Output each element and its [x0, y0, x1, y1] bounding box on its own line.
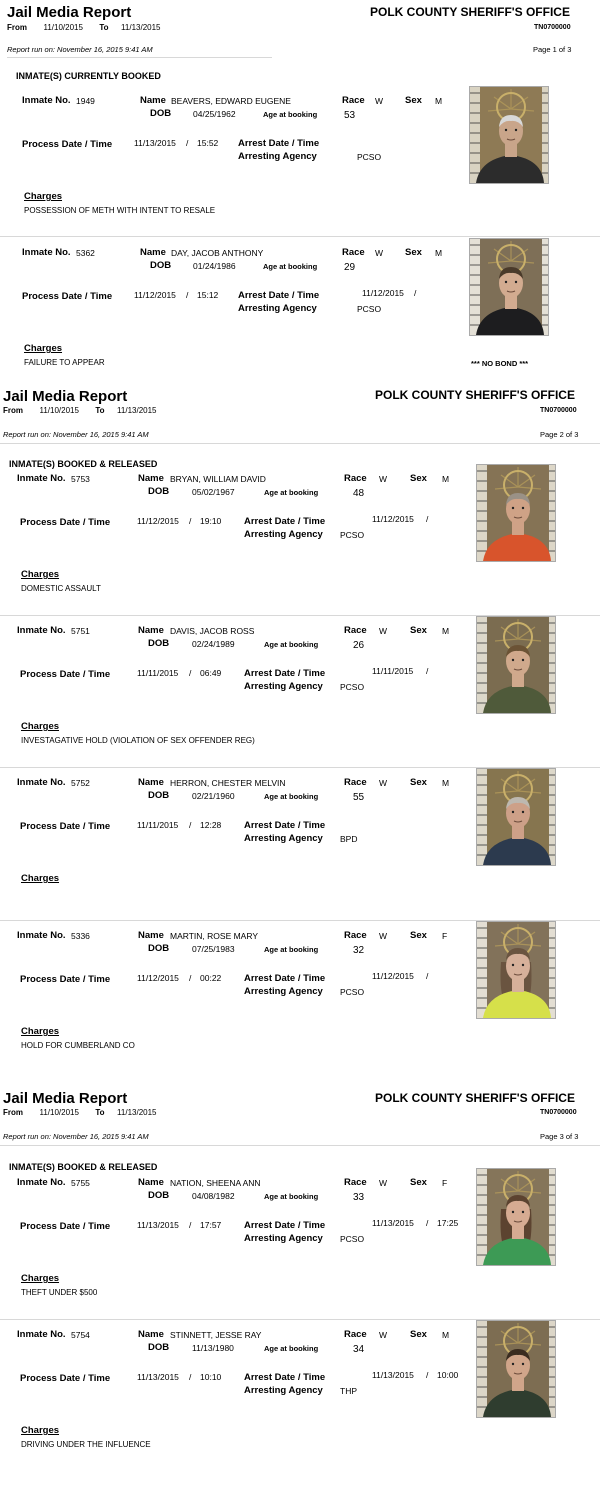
- inmate-record: [0, 473, 600, 603]
- process-date: 11/12/2015: [134, 290, 176, 300]
- arrest-label: Arrest Date / Time: [244, 516, 326, 527]
- charges-heading: Charges: [21, 1026, 60, 1037]
- to-date: 11/13/2015: [117, 406, 157, 415]
- arrest-date: 11/13/2015: [372, 1218, 414, 1228]
- inmate-record: [0, 1177, 600, 1307]
- age-value: 29: [344, 262, 356, 273]
- arrest-label: Arrest Date / Time: [244, 668, 326, 679]
- process-time: 10:10: [200, 1372, 222, 1382]
- header-divider: [0, 1145, 600, 1146]
- arrest-date: 11/12/2015: [372, 514, 414, 524]
- process-label: Process Date / Time: [20, 974, 111, 985]
- agency-label: Arresting Agency: [244, 1233, 323, 1244]
- age-label: Age at booking: [264, 945, 319, 954]
- agency-label: Arresting Agency: [244, 1385, 323, 1396]
- arrest-slash: /: [426, 1218, 429, 1228]
- inmate-name: DAY, JACOB ANTHONY: [171, 248, 264, 258]
- race-value: W: [379, 1178, 388, 1188]
- race-label: Race: [344, 1177, 367, 1188]
- dob-label: DOB: [148, 1190, 170, 1201]
- process-date: 11/12/2015: [137, 973, 179, 983]
- charge-text: POSSESSION OF METH WITH INTENT TO RESALE: [24, 206, 216, 215]
- arrest-date: 11/12/2015: [362, 288, 404, 298]
- race-value: W: [379, 474, 388, 484]
- arrest-label: Arrest Date / Time: [238, 290, 320, 301]
- process-time: 00:22: [200, 973, 222, 983]
- report-run-on: Report run on: November 16, 2015 9:41 AM: [7, 45, 153, 54]
- charge-text: HOLD FOR CUMBERLAND CO: [21, 1041, 135, 1050]
- race-value: W: [375, 96, 384, 106]
- age-value: 26: [353, 640, 365, 651]
- sex-value: F: [442, 1178, 448, 1188]
- inmate-record: [0, 777, 600, 907]
- dob-value: 05/02/1967: [192, 487, 235, 497]
- booking-photo: [469, 86, 549, 184]
- inmate-record: [0, 1329, 600, 1459]
- dob-label: DOB: [148, 638, 170, 649]
- agency-value: PCSO: [340, 987, 365, 997]
- age-value: 53: [344, 110, 356, 121]
- section-heading: INMATE(S) BOOKED & RELEASED: [9, 459, 158, 469]
- dob-value: 04/25/1962: [193, 109, 236, 119]
- age-value: 34: [353, 1344, 365, 1355]
- process-slash: /: [189, 820, 192, 830]
- office-name: POLK COUNTY SHERIFF'S OFFICE: [375, 388, 575, 402]
- race-label: Race: [344, 777, 367, 788]
- inmate-number-label: Inmate No.: [17, 473, 66, 484]
- inmate-name: DAVIS, JACOB ROSS: [170, 626, 255, 636]
- booking-photo: [476, 616, 556, 714]
- date-range: [3, 1108, 157, 1117]
- name-label: Name: [138, 473, 164, 484]
- arrest-slash: /: [414, 288, 417, 298]
- sex-label: Sex: [410, 930, 427, 941]
- process-time: 19:10: [200, 516, 222, 526]
- charge-text: FAILURE TO APPEAR: [24, 358, 105, 367]
- record-divider: [0, 236, 600, 237]
- process-label: Process Date / Time: [20, 1221, 111, 1232]
- process-label: Process Date / Time: [20, 669, 111, 680]
- race-value: W: [379, 931, 388, 941]
- process-slash: /: [186, 138, 189, 148]
- arrest-label: Arrest Date / Time: [244, 820, 326, 831]
- name-label: Name: [138, 625, 164, 636]
- inmate-number: 5362: [76, 248, 95, 258]
- process-date: 11/13/2015: [137, 1220, 179, 1230]
- charge-text: THEFT UNDER $500: [21, 1288, 98, 1297]
- dob-label: DOB: [148, 1342, 170, 1353]
- section-heading: INMATE(S) BOOKED & RELEASED: [9, 1162, 158, 1172]
- process-slash: /: [189, 516, 192, 526]
- race-label: Race: [342, 95, 365, 106]
- report-run-on: Report run on: November 16, 2015 9:41 AM: [3, 430, 149, 439]
- charges-heading: Charges: [21, 1273, 60, 1284]
- agency-label: Arresting Agency: [238, 151, 317, 162]
- page-number: Page 2 of 3: [540, 430, 579, 439]
- age-value: 32: [353, 945, 365, 956]
- charge-text: DRIVING UNDER THE INFLUENCE: [21, 1440, 151, 1449]
- race-label: Race: [344, 625, 367, 636]
- sex-label: Sex: [410, 777, 427, 788]
- name-label: Name: [138, 1329, 164, 1340]
- booking-photo: [476, 1320, 556, 1418]
- race-label: Race: [344, 473, 367, 484]
- dob-value: 01/24/1986: [193, 261, 236, 271]
- charge-text: INVESTAGATIVE HOLD (VIOLATION OF SEX OFFENDER REG): [21, 736, 255, 745]
- race-label: Race: [344, 930, 367, 941]
- agency-value: THP: [340, 1386, 357, 1396]
- arrest-slash: /: [426, 514, 429, 524]
- age-value: 48: [353, 488, 365, 499]
- date-range: [7, 23, 161, 32]
- age-label: Age at booking: [264, 1344, 319, 1353]
- from-label: From: [3, 406, 23, 415]
- from-label: From: [3, 1108, 23, 1117]
- age-label: Age at booking: [264, 640, 319, 649]
- dob-label: DOB: [148, 790, 170, 801]
- process-date: 11/13/2015: [137, 1372, 179, 1382]
- agency-value: PCSO: [340, 682, 365, 692]
- bond-note: *** NO BOND ***: [471, 359, 529, 368]
- arrest-slash: /: [426, 666, 429, 676]
- arrest-date: 11/11/2015: [372, 666, 414, 676]
- process-label: Process Date / Time: [22, 291, 113, 302]
- page-number: Page 3 of 3: [540, 1132, 579, 1141]
- inmate-name: BEAVERS, EDWARD EUGENE: [171, 96, 291, 106]
- report-title: Jail Media Report: [3, 388, 128, 405]
- age-value: 33: [353, 1192, 365, 1203]
- sex-label: Sex: [410, 625, 427, 636]
- office-name: POLK COUNTY SHERIFF'S OFFICE: [370, 5, 570, 19]
- sex-value: M: [442, 778, 450, 788]
- dob-label: DOB: [150, 108, 172, 119]
- dob-value: 07/25/1983: [192, 944, 235, 954]
- process-date: 11/11/2015: [137, 668, 179, 678]
- arrest-time: 17:25: [437, 1218, 459, 1228]
- name-label: Name: [138, 777, 164, 788]
- arrest-time: 10:00: [437, 1370, 459, 1380]
- arrest-label: Arrest Date / Time: [238, 138, 320, 149]
- age-label: Age at booking: [264, 792, 319, 801]
- sex-label: Sex: [410, 1177, 427, 1188]
- process-time: 17:57: [200, 1220, 222, 1230]
- sex-value: M: [435, 248, 443, 258]
- office-name: POLK COUNTY SHERIFF'S OFFICE: [375, 1091, 575, 1105]
- process-date: 11/13/2015: [134, 138, 176, 148]
- agency-value: BPD: [340, 834, 358, 844]
- process-slash: /: [189, 668, 192, 678]
- dob-value: 11/13/1980: [192, 1343, 234, 1353]
- to-label: To: [95, 406, 105, 415]
- agency-code: TN0700000: [540, 407, 577, 414]
- charges-heading: Charges: [24, 191, 63, 202]
- process-time: 12:28: [200, 820, 222, 830]
- inmate-number-label: Inmate No.: [22, 95, 71, 106]
- sex-label: Sex: [410, 473, 427, 484]
- inmate-number: 1949: [76, 96, 95, 106]
- arrest-date: 11/13/2015: [372, 1370, 414, 1380]
- inmate-number: 5753: [71, 474, 90, 484]
- age-label: Age at booking: [264, 488, 319, 497]
- process-label: Process Date / Time: [20, 821, 111, 832]
- booking-photo: [476, 1168, 556, 1266]
- name-label: Name: [140, 247, 166, 258]
- booking-photo: [476, 768, 556, 866]
- arrest-label: Arrest Date / Time: [244, 973, 326, 984]
- inmate-record: [0, 930, 600, 1060]
- race-value: W: [379, 626, 388, 636]
- age-label: Age at booking: [263, 262, 318, 271]
- report-page-3: [0, 1088, 600, 1178]
- agency-code: TN0700000: [534, 24, 571, 31]
- sex-value: M: [442, 1330, 450, 1340]
- arrest-label: Arrest Date / Time: [244, 1372, 326, 1383]
- from-date: 11/10/2015: [39, 1108, 79, 1117]
- name-label: Name: [138, 930, 164, 941]
- process-slash: /: [186, 290, 189, 300]
- dob-label: DOB: [148, 943, 170, 954]
- name-label: Name: [140, 95, 166, 106]
- inmate-number: 5754: [71, 1330, 90, 1340]
- arrest-date: 11/12/2015: [372, 971, 414, 981]
- sex-value: M: [442, 474, 450, 484]
- agency-label: Arresting Agency: [244, 529, 323, 540]
- age-label: Age at booking: [264, 1192, 319, 1201]
- arrest-slash: /: [426, 1370, 429, 1380]
- process-time: 06:49: [200, 668, 222, 678]
- to-date: 11/13/2015: [121, 23, 161, 32]
- race-label: Race: [344, 1329, 367, 1340]
- page-number: Page 1 of 3: [533, 45, 572, 54]
- charges-heading: Charges: [21, 721, 60, 732]
- inmate-name: MARTIN, ROSE MARY: [170, 931, 259, 941]
- to-date: 11/13/2015: [117, 1108, 157, 1117]
- inmate-number-label: Inmate No.: [17, 625, 66, 636]
- charge-text: DOMESTIC ASSAULT: [21, 584, 101, 593]
- inmate-number-label: Inmate No.: [22, 247, 71, 258]
- agency-code: TN0700000: [540, 1109, 577, 1116]
- name-label: Name: [138, 1177, 164, 1188]
- dob-label: DOB: [150, 260, 172, 271]
- process-date: 11/12/2015: [137, 516, 179, 526]
- inmate-record: [0, 625, 600, 755]
- process-label: Process Date / Time: [22, 139, 113, 150]
- booking-photo: [469, 238, 549, 336]
- agency-value: PCSO: [357, 152, 382, 162]
- process-slash: /: [189, 1372, 192, 1382]
- sex-value: M: [442, 626, 450, 636]
- inmate-name: NATION, SHEENA ANN: [170, 1178, 261, 1188]
- section-heading: INMATE(S) CURRENTLY BOOKED: [16, 71, 161, 81]
- inmate-number: 5336: [71, 931, 90, 941]
- agency-value: PCSO: [357, 304, 382, 314]
- sex-label: Sex: [405, 95, 422, 106]
- process-slash: /: [189, 1220, 192, 1230]
- inmate-record: [0, 95, 600, 225]
- report-title: Jail Media Report: [7, 4, 132, 21]
- dob-label: DOB: [148, 486, 170, 497]
- sex-value: F: [442, 931, 448, 941]
- from-label: From: [7, 23, 27, 32]
- charges-heading: Charges: [24, 343, 63, 354]
- race-value: W: [379, 1330, 388, 1340]
- charges-heading: Charges: [21, 1425, 60, 1436]
- age-value: 55: [353, 792, 365, 803]
- booking-photo: [476, 464, 556, 562]
- arrest-slash: /: [426, 971, 429, 981]
- sex-label: Sex: [410, 1329, 427, 1340]
- inmate-name: BRYAN, WILLIAM DAVID: [170, 474, 266, 484]
- process-slash: /: [189, 973, 192, 983]
- inmate-number: 5751: [71, 626, 90, 636]
- charges-heading: Charges: [21, 569, 60, 580]
- inmate-number: 5755: [71, 1178, 90, 1188]
- from-date: 11/10/2015: [43, 23, 83, 32]
- process-time: 15:12: [197, 290, 219, 300]
- agency-label: Arresting Agency: [244, 986, 323, 997]
- inmate-number-label: Inmate No.: [17, 777, 66, 788]
- header-divider: [7, 57, 272, 58]
- agency-label: Arresting Agency: [238, 303, 317, 314]
- charges-heading: Charges: [21, 873, 60, 884]
- race-value: W: [375, 248, 384, 258]
- agency-value: PCSO: [340, 530, 365, 540]
- inmate-name: STINNETT, JESSE RAY: [170, 1330, 262, 1340]
- to-label: To: [99, 23, 109, 32]
- inmate-record: [0, 247, 600, 377]
- inmate-number-label: Inmate No.: [17, 1177, 66, 1188]
- process-label: Process Date / Time: [20, 517, 111, 528]
- agency-label: Arresting Agency: [244, 833, 323, 844]
- header-divider: [0, 443, 600, 444]
- agency-label: Arresting Agency: [244, 681, 323, 692]
- process-date: 11/11/2015: [137, 820, 179, 830]
- sex-value: M: [435, 96, 443, 106]
- report-run-on: Report run on: November 16, 2015 9:41 AM: [3, 1132, 149, 1141]
- to-label: To: [95, 1108, 105, 1117]
- sex-label: Sex: [405, 247, 422, 258]
- from-date: 11/10/2015: [39, 406, 79, 415]
- dob-value: 02/21/1960: [192, 791, 235, 801]
- arrest-label: Arrest Date / Time: [244, 1220, 326, 1231]
- report-title: Jail Media Report: [3, 1090, 128, 1107]
- age-label: Age at booking: [263, 110, 318, 119]
- booking-photo: [476, 921, 556, 1019]
- process-label: Process Date / Time: [20, 1373, 111, 1384]
- inmate-name: HERRON, CHESTER MELVIN: [170, 778, 286, 788]
- dob-value: 04/08/1982: [192, 1191, 235, 1201]
- process-time: 15:52: [197, 138, 219, 148]
- race-label: Race: [342, 247, 365, 258]
- inmate-number-label: Inmate No.: [17, 1329, 66, 1340]
- agency-value: PCSO: [340, 1234, 365, 1244]
- dob-value: 02/24/1989: [192, 639, 235, 649]
- date-range: [3, 406, 157, 415]
- inmate-number: 5752: [71, 778, 90, 788]
- inmate-number-label: Inmate No.: [17, 930, 66, 941]
- race-value: W: [379, 778, 388, 788]
